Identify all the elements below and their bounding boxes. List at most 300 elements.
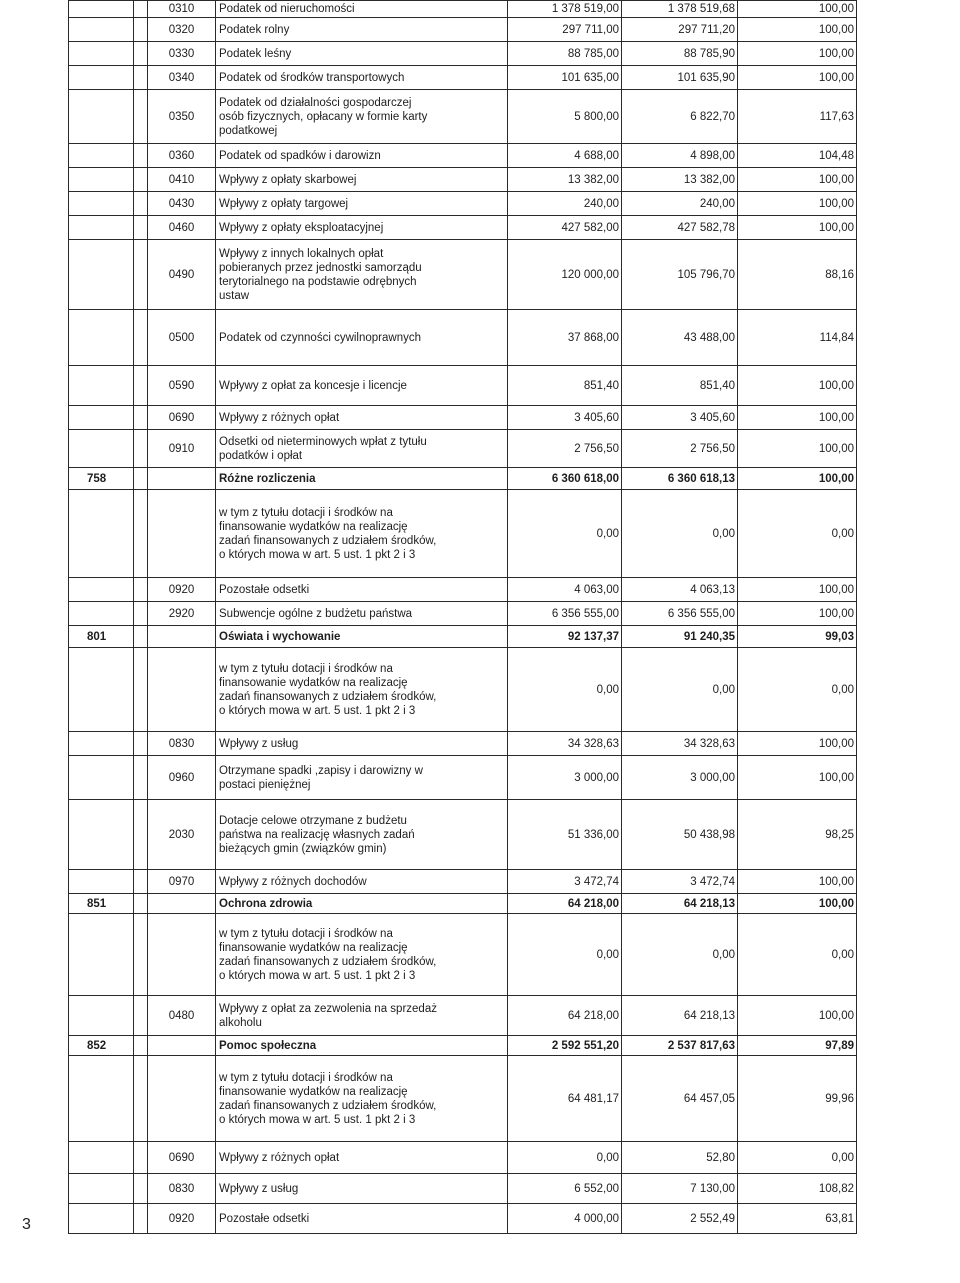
execution-value: 6 822,70 (622, 90, 738, 144)
rozdzial-cell (134, 894, 148, 914)
description-line: Wpływy z opłaty eksploatacyjnej (219, 221, 384, 234)
percent-value: 100,00 (738, 602, 857, 626)
paragraph-cell: 0590 (148, 366, 216, 406)
table-row (69, 800, 857, 870)
dzial-cell: 852 (69, 1036, 134, 1056)
dzial-cell (69, 602, 134, 626)
plan-value: 1 378 519,00 (508, 1, 622, 18)
execution-value: 0,00 (622, 914, 738, 996)
dzial-cell (69, 240, 134, 310)
plan-value: 6 552,00 (508, 1174, 622, 1204)
description-line: Podatek od środków transportowych (219, 71, 405, 84)
execution-value: 297 711,20 (622, 18, 738, 42)
execution-value: 2 537 817,63 (622, 1036, 738, 1056)
paragraph-cell (148, 648, 216, 732)
paragraph-cell: 0960 (148, 756, 216, 800)
rozdzial-cell (134, 168, 148, 192)
table-row (69, 192, 857, 216)
paragraph-cell: 0920 (148, 1204, 216, 1234)
execution-value: 3 405,60 (622, 406, 738, 430)
rozdzial-cell (134, 1, 148, 18)
percent-value: 100,00 (738, 756, 857, 800)
page-number: 3 (22, 1216, 31, 1233)
percent-value: 100,00 (738, 216, 857, 240)
description-line: Dotacje celowe otrzymane z budżetu (219, 814, 407, 827)
dzial-cell (69, 996, 134, 1036)
table-row (69, 310, 857, 366)
execution-value: 240,00 (622, 192, 738, 216)
description-line: Podatek od nieruchomości (219, 3, 355, 15)
execution-value: 3 472,74 (622, 870, 738, 894)
description-cell (216, 756, 508, 800)
execution-value: 13 382,00 (622, 168, 738, 192)
description-line: Wpływy z usług (219, 1182, 299, 1195)
rozdzial-cell (134, 1142, 148, 1174)
table-row (69, 240, 857, 310)
paragraph-cell: 0970 (148, 870, 216, 894)
table-row (69, 430, 857, 468)
dzial-cell (69, 216, 134, 240)
description-cell (216, 490, 508, 578)
table-row (69, 732, 857, 756)
description-cell (216, 366, 508, 406)
percent-value: 0,00 (738, 648, 857, 732)
percent-value: 100,00 (738, 468, 857, 490)
plan-value: 4 063,00 (508, 578, 622, 602)
dzial-cell (69, 490, 134, 578)
table-row (69, 870, 857, 894)
description-cell (216, 216, 508, 240)
execution-value: 64 218,13 (622, 996, 738, 1036)
paragraph-cell (148, 1056, 216, 1142)
rozdzial-cell (134, 310, 148, 366)
paragraph-cell: 2030 (148, 800, 216, 870)
description-line: zadań finansowanych z udziałem środków, (219, 1099, 437, 1112)
description-line: Oświata i wychowanie (219, 630, 341, 643)
table-row (69, 366, 857, 406)
plan-value: 51 336,00 (508, 800, 622, 870)
paragraph-cell (148, 626, 216, 648)
description-line: w tym z tytułu dotacji i środków na (219, 1071, 393, 1084)
description-line: ustaw (219, 289, 250, 302)
description-line: podatków i opłat (219, 449, 303, 462)
description-cell (216, 914, 508, 996)
paragraph-cell: 0690 (148, 406, 216, 430)
percent-value: 0,00 (738, 1142, 857, 1174)
rozdzial-cell (134, 240, 148, 310)
description-cell (216, 602, 508, 626)
rozdzial-cell (134, 42, 148, 66)
execution-value: 43 488,00 (622, 310, 738, 366)
rozdzial-cell (134, 366, 148, 406)
description-cell (216, 310, 508, 366)
description-line: w tym z tytułu dotacji i środków na (219, 927, 393, 940)
rozdzial-cell (134, 756, 148, 800)
rozdzial-cell (134, 18, 148, 42)
paragraph-cell: 0920 (148, 578, 216, 602)
percent-value: 114,84 (738, 310, 857, 366)
description-line: Subwencje ogólne z budżetu państwa (219, 607, 413, 620)
dzial-cell (69, 1056, 134, 1142)
execution-value: 0,00 (622, 490, 738, 578)
description-cell (216, 406, 508, 430)
table-row (69, 756, 857, 800)
paragraph-cell (148, 914, 216, 996)
table-row (69, 490, 857, 578)
plan-value: 3 405,60 (508, 406, 622, 430)
rozdzial-cell (134, 800, 148, 870)
execution-value: 52,80 (622, 1142, 738, 1174)
rozdzial-cell (134, 406, 148, 430)
description-line: Wpływy z opłat za zezwolenia na sprzedaż (219, 1002, 437, 1015)
paragraph-cell: 0330 (148, 42, 216, 66)
execution-value: 3 000,00 (622, 756, 738, 800)
table-row (69, 914, 857, 996)
plan-value: 2 756,50 (508, 430, 622, 468)
percent-value: 99,03 (738, 626, 857, 648)
execution-value: 6 356 555,00 (622, 602, 738, 626)
table-row (69, 18, 857, 42)
rozdzial-cell (134, 1174, 148, 1204)
percent-value: 100,00 (738, 1, 857, 18)
paragraph-cell: 0460 (148, 216, 216, 240)
execution-value: 7 130,00 (622, 1174, 738, 1204)
dzial-cell (69, 366, 134, 406)
percent-value: 100,00 (738, 996, 857, 1036)
dzial-cell (69, 42, 134, 66)
plan-value: 64 481,17 (508, 1056, 622, 1142)
description-line: Podatek leśny (219, 47, 292, 60)
paragraph-cell: 0410 (148, 168, 216, 192)
execution-value: 88 785,90 (622, 42, 738, 66)
dzial-cell (69, 90, 134, 144)
plan-value: 6 356 555,00 (508, 602, 622, 626)
table-row (69, 406, 857, 430)
percent-value: 98,25 (738, 800, 857, 870)
dzial-cell (69, 66, 134, 90)
description-line: Wpływy z opłaty skarbowej (219, 173, 357, 186)
description-line: finansowanie wydatków na realizację (219, 941, 408, 954)
description-line: Pozostałe odsetki (219, 1212, 310, 1225)
plan-value: 0,00 (508, 1142, 622, 1174)
table-row (69, 1, 857, 18)
execution-value: 64 218,13 (622, 894, 738, 914)
percent-value: 117,63 (738, 90, 857, 144)
execution-value: 105 796,70 (622, 240, 738, 310)
paragraph-cell: 0830 (148, 732, 216, 756)
description-line: w tym z tytułu dotacji i środków na (219, 662, 393, 675)
execution-value: 851,40 (622, 366, 738, 406)
dzial-cell (69, 310, 134, 366)
dzial-cell (69, 168, 134, 192)
description-line: Wpływy z opłaty targowej (219, 197, 349, 210)
plan-value: 88 785,00 (508, 42, 622, 66)
dzial-cell (69, 648, 134, 732)
description-line: o których mowa w art. 5 ust. 1 pkt 2 i 3 (219, 548, 416, 561)
paragraph-cell: 0910 (148, 430, 216, 468)
description-cell (216, 1174, 508, 1204)
paragraph-cell: 0350 (148, 90, 216, 144)
percent-value: 100,00 (738, 18, 857, 42)
plan-value: 101 635,00 (508, 66, 622, 90)
dzial-cell (69, 870, 134, 894)
dzial-cell: 758 (69, 468, 134, 490)
description-cell (216, 66, 508, 90)
description-cell (216, 1056, 508, 1142)
execution-value: 101 635,90 (622, 66, 738, 90)
description-line: Podatek od spadków i darowizn (219, 149, 381, 162)
percent-value: 0,00 (738, 490, 857, 578)
dzial-cell (69, 1204, 134, 1234)
description-line: osób fizycznych, opłacany w formie karty (219, 110, 428, 123)
table-row (69, 1174, 857, 1204)
description-line: podatkowej (219, 124, 278, 137)
percent-value: 97,89 (738, 1036, 857, 1056)
table-row (69, 216, 857, 240)
plan-value: 64 218,00 (508, 996, 622, 1036)
description-line: alkoholu (219, 1016, 262, 1029)
dzial-cell: 801 (69, 626, 134, 648)
description-line: w tym z tytułu dotacji i środków na (219, 506, 393, 519)
paragraph-cell: 0490 (148, 240, 216, 310)
rozdzial-cell (134, 996, 148, 1036)
description-cell (216, 648, 508, 732)
description-cell (216, 240, 508, 310)
dzial-cell (69, 914, 134, 996)
description-cell (216, 168, 508, 192)
percent-value: 100,00 (738, 578, 857, 602)
paragraph-cell: 0830 (148, 1174, 216, 1204)
description-line: o których mowa w art. 5 ust. 1 pkt 2 i 3 (219, 969, 416, 982)
description-line: pobieranych przez jednostki samorządu (219, 261, 422, 274)
section-row (69, 468, 857, 490)
execution-value: 427 582,78 (622, 216, 738, 240)
rozdzial-cell (134, 626, 148, 648)
plan-value: 297 711,00 (508, 18, 622, 42)
percent-value: 100,00 (738, 894, 857, 914)
rozdzial-cell (134, 216, 148, 240)
plan-value: 0,00 (508, 648, 622, 732)
execution-value: 4 898,00 (622, 144, 738, 168)
rozdzial-cell (134, 430, 148, 468)
description-cell (216, 90, 508, 144)
plan-value: 3 472,74 (508, 870, 622, 894)
description-line: państwa na realizację własnych zadań (219, 828, 415, 841)
budget-income-table (68, 0, 857, 1234)
dzial-cell (69, 144, 134, 168)
section-row (69, 626, 857, 648)
plan-value: 4 688,00 (508, 144, 622, 168)
table-row (69, 90, 857, 144)
description-line: Podatek rolny (219, 23, 290, 36)
percent-value: 88,16 (738, 240, 857, 310)
paragraph-cell: 0430 (148, 192, 216, 216)
description-line: Różne rozliczenia (219, 472, 316, 485)
dzial-cell (69, 1142, 134, 1174)
paragraph-cell: 2920 (148, 602, 216, 626)
percent-value: 100,00 (738, 66, 857, 90)
rozdzial-cell (134, 602, 148, 626)
description-line: Otrzymane spadki ,zapisy i darowizny w (219, 764, 423, 777)
description-line: Wpływy z opłat za koncesje i licencje (219, 379, 407, 392)
percent-value: 99,96 (738, 1056, 857, 1142)
description-cell (216, 732, 508, 756)
percent-value: 100,00 (738, 406, 857, 430)
table-row (69, 66, 857, 90)
description-line: o których mowa w art. 5 ust. 1 pkt 2 i 3 (219, 1113, 416, 1126)
description-line: zadań finansowanych z udziałem środków, (219, 690, 437, 703)
description-cell (216, 42, 508, 66)
percent-value: 100,00 (738, 732, 857, 756)
dzial-cell (69, 800, 134, 870)
description-cell (216, 996, 508, 1036)
plan-value: 851,40 (508, 366, 622, 406)
execution-value: 0,00 (622, 648, 738, 732)
description-line: postaci pieniężnej (219, 778, 311, 791)
description-line: Pomoc społeczna (219, 1039, 317, 1052)
description-line: finansowanie wydatków na realizację (219, 676, 408, 689)
description-cell (216, 1204, 508, 1234)
rozdzial-cell (134, 914, 148, 996)
table-row (69, 578, 857, 602)
rozdzial-cell (134, 90, 148, 144)
plan-value: 120 000,00 (508, 240, 622, 310)
description-line: terytorialnego na podstawie odrębnych (219, 275, 417, 288)
execution-value: 2 552,49 (622, 1204, 738, 1234)
rozdzial-cell (134, 1056, 148, 1142)
percent-value: 100,00 (738, 192, 857, 216)
dzial-cell (69, 430, 134, 468)
section-row (69, 1036, 857, 1056)
paragraph-cell: 0310 (148, 1, 216, 18)
plan-value: 427 582,00 (508, 216, 622, 240)
rozdzial-cell (134, 66, 148, 90)
percent-value: 100,00 (738, 42, 857, 66)
description-cell (216, 468, 508, 490)
description-cell (216, 1142, 508, 1174)
plan-value: 6 360 618,00 (508, 468, 622, 490)
description-cell (216, 144, 508, 168)
description-line: Wpływy z innych lokalnych opłat (219, 247, 384, 260)
description-line: Odsetki od nieterminowych wpłat z tytułu (219, 435, 427, 448)
paragraph-cell (148, 468, 216, 490)
dzial-cell (69, 578, 134, 602)
table-row (69, 602, 857, 626)
dzial-cell (69, 732, 134, 756)
paragraph-cell (148, 1036, 216, 1056)
table-row (69, 996, 857, 1036)
rozdzial-cell (134, 1204, 148, 1234)
table-row (69, 144, 857, 168)
rozdzial-cell (134, 870, 148, 894)
description-line: Wpływy z różnych dochodów (219, 875, 367, 888)
percent-value: 63,81 (738, 1204, 857, 1234)
description-line: finansowanie wydatków na realizację (219, 520, 408, 533)
execution-value: 1 378 519,68 (622, 1, 738, 18)
execution-value: 50 438,98 (622, 800, 738, 870)
paragraph-cell: 0500 (148, 310, 216, 366)
description-cell (216, 430, 508, 468)
table-row (69, 168, 857, 192)
plan-value: 37 868,00 (508, 310, 622, 366)
paragraph-cell: 0320 (148, 18, 216, 42)
description-line: finansowanie wydatków na realizację (219, 1085, 408, 1098)
section-row (69, 894, 857, 914)
plan-value: 34 328,63 (508, 732, 622, 756)
percent-value: 0,00 (738, 914, 857, 996)
description-line: Podatek od działalności gospodarczej (219, 96, 412, 109)
execution-value: 4 063,13 (622, 578, 738, 602)
description-cell (216, 626, 508, 648)
paragraph-cell (148, 894, 216, 914)
description-line: Wpływy z usług (219, 737, 299, 750)
plan-value: 13 382,00 (508, 168, 622, 192)
paragraph-cell: 0360 (148, 144, 216, 168)
description-cell (216, 192, 508, 216)
execution-value: 91 240,35 (622, 626, 738, 648)
plan-value: 0,00 (508, 490, 622, 578)
execution-value: 2 756,50 (622, 430, 738, 468)
rozdzial-cell (134, 192, 148, 216)
description-line: Pozostałe odsetki (219, 583, 310, 596)
plan-value: 2 592 551,20 (508, 1036, 622, 1056)
rozdzial-cell (134, 648, 148, 732)
rozdzial-cell (134, 578, 148, 602)
plan-value: 92 137,37 (508, 626, 622, 648)
rozdzial-cell (134, 468, 148, 490)
table-row (69, 648, 857, 732)
table-row (69, 1142, 857, 1174)
description-line: Podatek od czynności cywilnoprawnych (219, 331, 421, 344)
plan-value: 5 800,00 (508, 90, 622, 144)
rozdzial-cell (134, 1036, 148, 1056)
description-cell (216, 1036, 508, 1056)
description-line: o których mowa w art. 5 ust. 1 pkt 2 i 3 (219, 704, 416, 717)
paragraph-cell: 0340 (148, 66, 216, 90)
rozdzial-cell (134, 144, 148, 168)
description-cell (216, 1, 508, 18)
percent-value: 100,00 (738, 430, 857, 468)
description-line: Wpływy z różnych opłat (219, 1151, 340, 1164)
execution-value: 64 457,05 (622, 1056, 738, 1142)
description-cell (216, 894, 508, 914)
paragraph-cell (148, 490, 216, 578)
description-line: Wpływy z różnych opłat (219, 411, 340, 424)
plan-value: 240,00 (508, 192, 622, 216)
plan-value: 4 000,00 (508, 1204, 622, 1234)
paragraph-cell: 0690 (148, 1142, 216, 1174)
description-cell (216, 800, 508, 870)
description-line: Ochrona zdrowia (219, 897, 313, 910)
percent-value: 104,48 (738, 144, 857, 168)
plan-value: 0,00 (508, 914, 622, 996)
execution-value: 6 360 618,13 (622, 468, 738, 490)
description-cell (216, 870, 508, 894)
description-line: bieżących gmin (związków gmin) (219, 842, 387, 855)
dzial-cell (69, 18, 134, 42)
plan-value: 64 218,00 (508, 894, 622, 914)
dzial-cell: 851 (69, 894, 134, 914)
rozdzial-cell (134, 732, 148, 756)
dzial-cell (69, 406, 134, 430)
percent-value: 100,00 (738, 366, 857, 406)
dzial-cell (69, 1174, 134, 1204)
description-line: zadań finansowanych z udziałem środków, (219, 534, 437, 547)
rozdzial-cell (134, 490, 148, 578)
dzial-cell (69, 1, 134, 18)
percent-value: 100,00 (738, 870, 857, 894)
table-row (69, 1204, 857, 1234)
